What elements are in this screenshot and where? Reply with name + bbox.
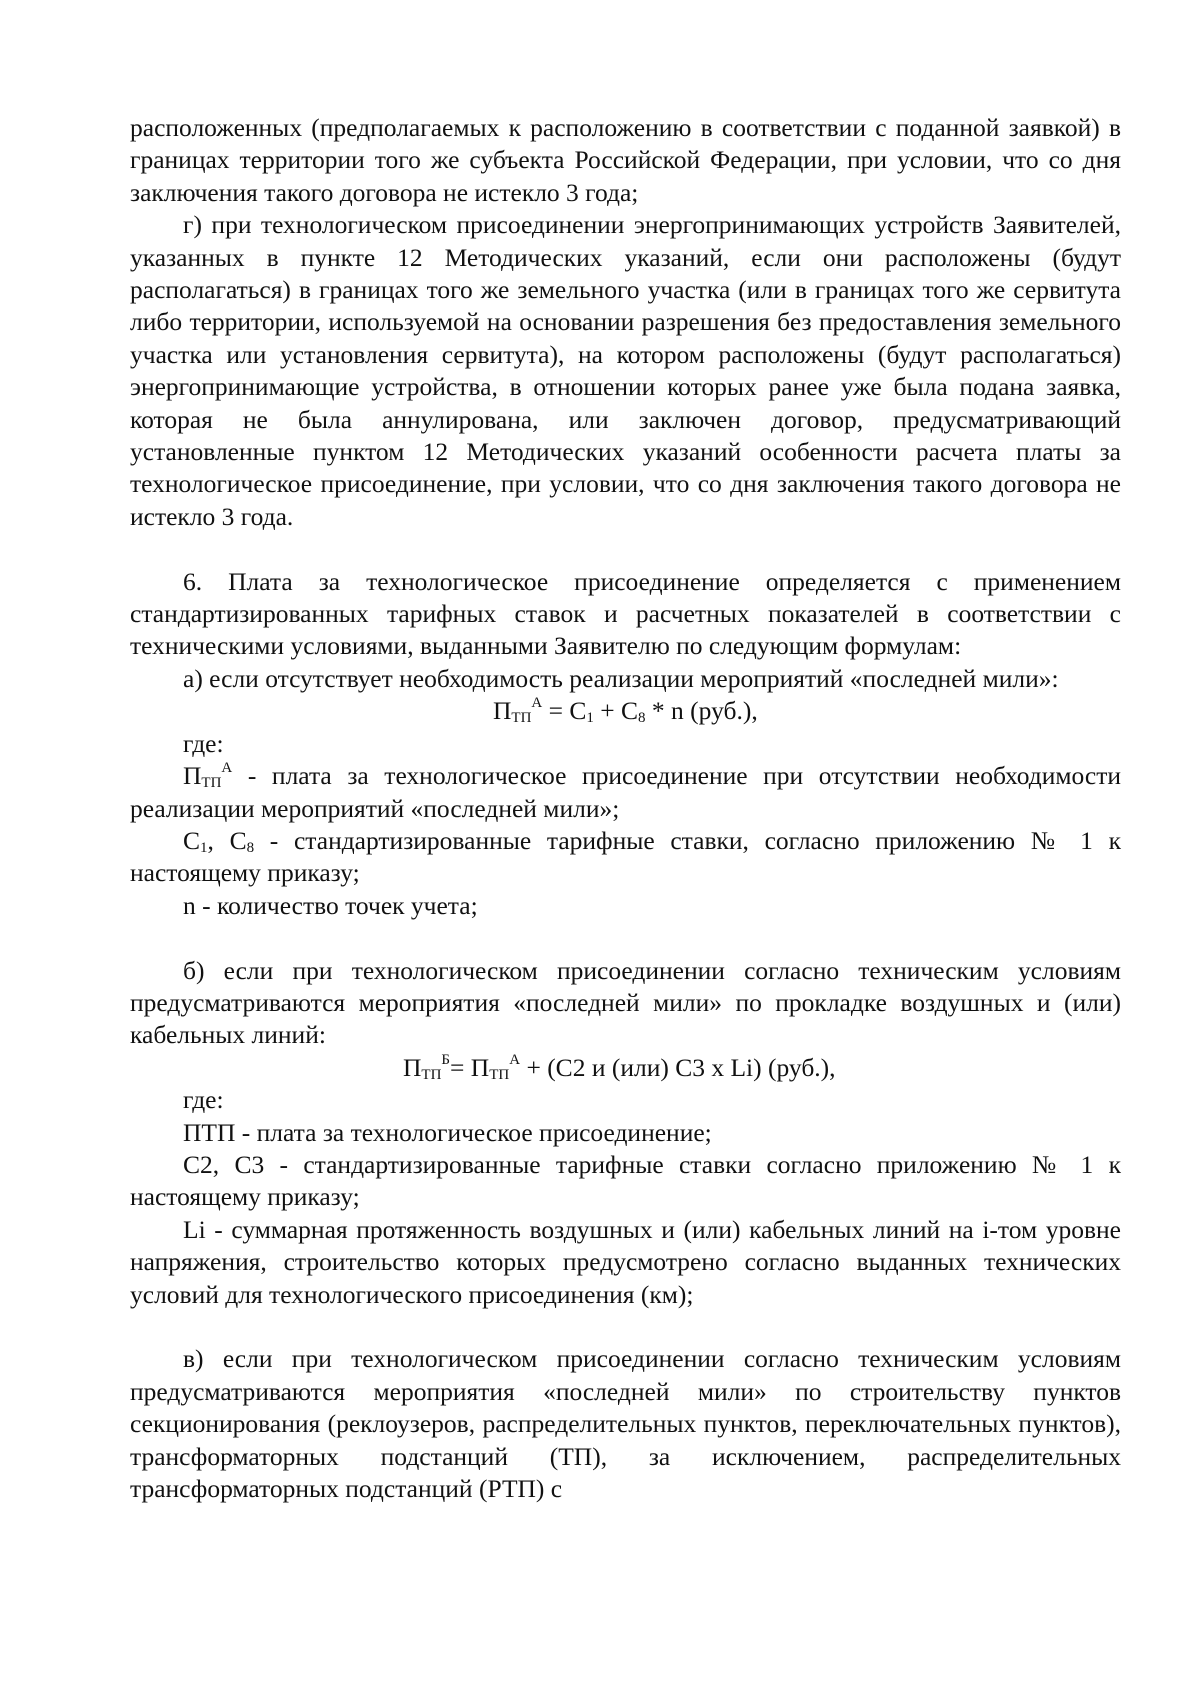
spacer: [130, 922, 1121, 954]
definition-ptp-a: $П_{ТП}^А$ - плата за технологическое присоединение при отсутствии необходимости реализации мероприятий «последней мили»;: [130, 760, 1121, 823]
paragraph-item-g: г) при технологическом присоединении энергопринимающих устройств Заявителей, указанных в пункте 12 Методических указаний, если они расположены (будут располагаться) в границах того же земельного участка (или в границах того же сервитута либо территории, используемой на основании разрешения без предоставления земельного участка или установления сервитута), на котором расположены (будут располагаться) энергопринимающие устройства, в отношении которых ранее уже была подана заявка, которая не была аннулирована, или заключен договор, предусматривающий установленные пунктом 12 Методических указаний особенности расчета платы за технологическое присоединение, при условии, что со дня заключения такого договора не истекло 3 года.: [130, 210, 1121, 531]
where-label-a: где:: [183, 728, 224, 758]
paragraph-continuation: расположенных (предполагаемых к расположению в соответствии с поданной заявкой) в границах территории того же субъекта Российской Федерации, при условии, что со дня заключения такого договора не истекло 3 года;: [130, 113, 1121, 207]
spacer: [130, 533, 1121, 565]
where-label-b: где:: [183, 1085, 224, 1115]
definition-c1-c8: $С_1$, $С_8$ - стандартизированные тарифные ставки, согласно приложению № 1 к настоящему приказу;: [130, 825, 1121, 888]
paragraph-section-6: 6. Плата за технологическое присоединение определяется с применением стандартизированных тарифных ставок и расчетных показателей в соответствии с техническими условиями, выданными Заявителю по следующим формулам:: [130, 566, 1121, 661]
definition-c2-c3: С2, С3 - стандартизированные тарифные ставки согласно приложению № 1 к настоящему приказу;: [130, 1149, 1121, 1212]
definition-n: n - количество точек учета;: [183, 890, 478, 920]
formula-a: $П_{ТП}^А = С_1 + С_8 * n$ (руб.),: [493, 695, 758, 727]
paragraph-item-a: а) если отсутствует необходимость реализации мероприятий «последней мили»:: [183, 663, 1059, 693]
definition-ptp-b: ПТП - плата за технологическое присоединение;: [183, 1117, 712, 1147]
spacer: [130, 1311, 1121, 1343]
formula-b: $П_{ТП}^Б= П_{ТП}^А + (С2$ и (или) С3 х Li) (руб.),: [403, 1051, 836, 1083]
paragraph-item-b: б) если при технологическом присоединении согласно техническим условиям предусматриваются мероприятия «последней мили» по прокладке воздушных и (или) кабельных линий:: [130, 955, 1121, 1050]
paragraph-item-v: в) если при технологическом присоединении согласно техническим условиям предусматриваются мероприятия «последней мили» по строительству пунктов секционирования (реклоузеров, распределительных пунктов, переключательных пунктов), трансформаторных подстанций (ТП), за исключением, распределительных трансформаторных подстанций (РТП) с: [130, 1344, 1121, 1504]
document-page: [130, 112, 1121, 1505]
definition-li: Li - суммарная протяженность воздушных и (или) кабельных линий на i-том уровне напряжения, строительство которых предусмотрено согласно выданных технических условий для технологического присоединения (км);: [130, 1214, 1121, 1309]
